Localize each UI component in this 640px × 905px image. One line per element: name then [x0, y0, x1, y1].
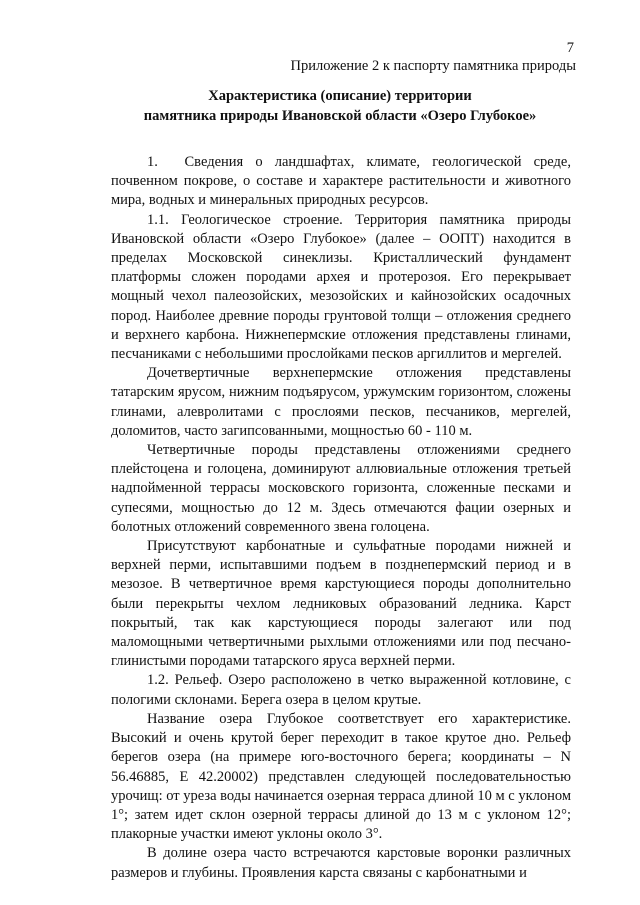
- paragraph: 1. Сведения о ландшафтах, климате, геологической среде, почвенном покрове, о составе и характере растительности и животного мира, водных и минеральных природных ресурсов.: [111, 154, 571, 209]
- paragraph: 1.1. Геологическое строение. Территория памятника природы Ивановской области «Озеро Глубокое» (далее – ООПТ) находится в пределах Московской синеклизы. Кристаллический фундамент платформы сложен породами архея и протерозоя. Его перекрывает мощный чехол палеозойских, мезозойских и кайнозойских осадочных пород. Наиболее древние породы грунтовой толщи – отложения среднего и верхнего карбона. Нижнепермские отложения представлены глинами, песчаниками с небольшими прослойками песков аргиллитов и мергелей.: [111, 211, 571, 363]
- page-number: 7: [566, 40, 574, 56]
- document-title: [110, 86, 570, 126]
- paragraph: В долине озера часто встречаются карстовые воронки различных размеров и глубины. Проявления карста связаны с карбонатными и: [111, 845, 571, 881]
- paragraph: Название озера Глубокое соответствует его характеристике. Высокий и очень крутой берег переходит в такое крутое дно. Рельеф берегов озера (на примере юго-восточного берега; координаты – N 56.46885, E 42.20002) представлен следующей последовательностью урочищ: от уреза воды начинается озерная терраса длиной 10 м с уклоном 1°; затем идет склон озерной террасы длиной до 13 м с уклоном 12°; плакорные участки имеют уклоны около 3°.: [111, 710, 572, 843]
- paragraph: Дочетвертичные верхнепермские отложения представлены татарским ярусом, нижним подъярусом, уржумским горизонтом, сложены глинами, алевролитами с прослоями песков, песчаников, мергелей, доломитов, часто загипсованными, мощностью 60 - 110 м.: [111, 365, 571, 439]
- document-body: [111, 153, 571, 883]
- title-line-1: Характеристика (описание) территории: [208, 88, 472, 104]
- paragraph: Присутствуют карбонатные и сульфатные породами нижней и верхней перми, испытавшими подъем в позднепермский период и в мезозое. В четвертичное время карстующиеся породы дополнительно были перекрыты чехлом ледниковых образований ледника. Карст покрытый, так как карстующиеся породы залегают или под маломощными четвертичными рыхлыми отложениями или под песчано-глинистыми породами татарского яруса верхней перми.: [111, 538, 571, 670]
- title-line-2: памятника природы Ивановской области «Озеро Глубокое»: [143, 108, 537, 124]
- paragraph: Четвертичные породы представлены отложениями среднего плейстоцена и голоцена, доминируют аллювиальные отложения третьей надпойменной террасы московского горизонта, сложенные песками и супесями, мощностью до 12 м. Здесь отмечаются фации озерных и болотных отложений современного звена голоцена.: [111, 442, 571, 535]
- appendix-note: Приложение 2 к паспорту памятника природы: [290, 58, 576, 74]
- paragraph: 1.2. Рельеф. Озеро расположено в четко выраженной котловине, с пологими склонами. Берега озера в целом крутые.: [111, 672, 571, 708]
